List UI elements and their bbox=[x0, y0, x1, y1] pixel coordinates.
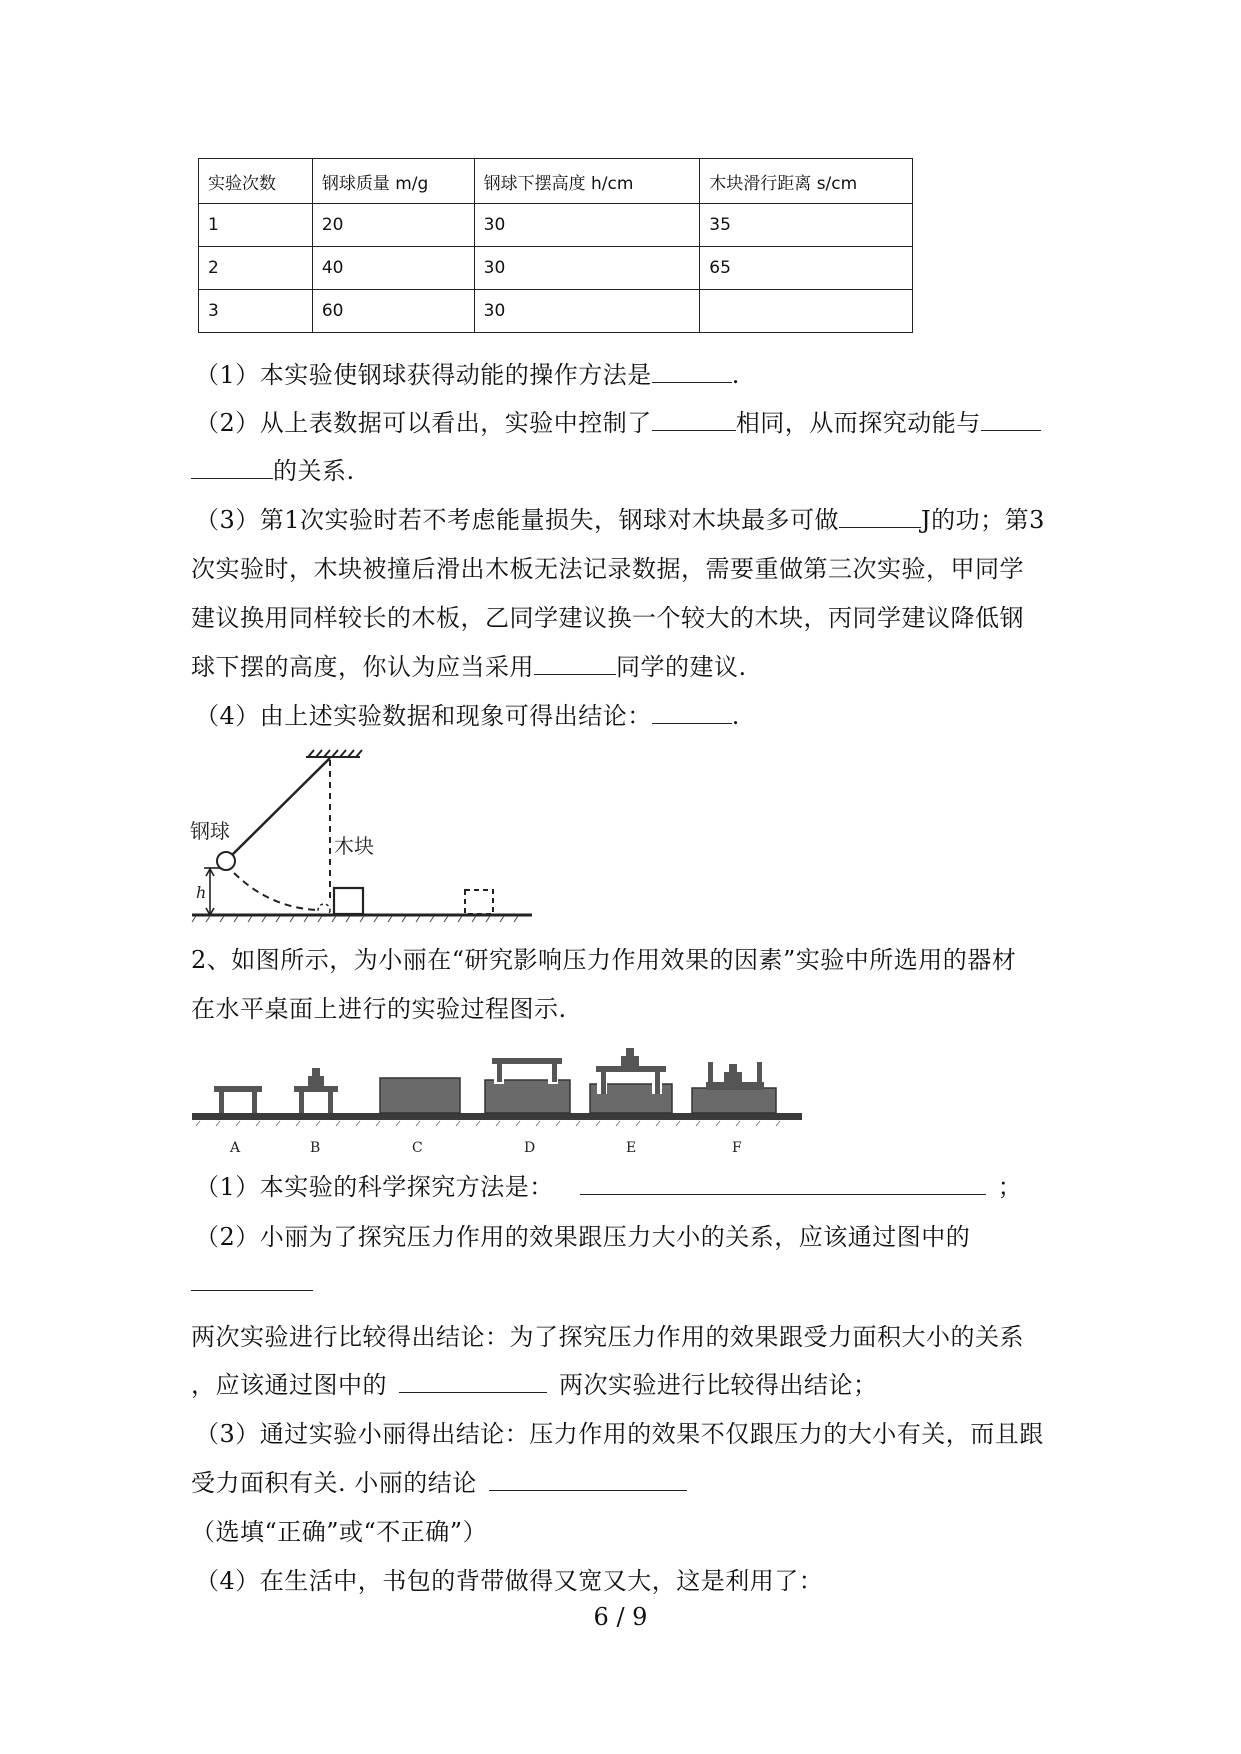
setup-label-a: A bbox=[230, 1140, 241, 1156]
wood-block-label: 木块 bbox=[334, 834, 374, 858]
ground-hatch bbox=[192, 916, 518, 922]
q2-part3-line2: 受力面积有关. 小丽的结论 bbox=[191, 1468, 687, 1498]
q2-part4: （4）在生活中，书包的背带做得又宽又大，这是利用了： bbox=[195, 1567, 824, 1595]
answer-blank[interactable] bbox=[580, 1172, 986, 1195]
q2-part2-line2: 两次实验进行比较得出结论：为了探究压力作用的效果跟受力面积大小的关系 bbox=[191, 1323, 1024, 1351]
setup-a-small-table bbox=[214, 1086, 262, 1113]
steel-ball-label: 钢球 bbox=[190, 819, 230, 843]
q2-part2-line3: ，应该通过图中的 两次实验进行比较得出结论； bbox=[191, 1371, 878, 1399]
table-surface bbox=[192, 1113, 802, 1120]
table-header-cell: 钢球质量 m/g bbox=[312, 159, 474, 204]
answer-blank[interactable] bbox=[489, 1468, 687, 1491]
table-cell: 65 bbox=[700, 247, 913, 290]
setup-label-c: C bbox=[412, 1140, 423, 1156]
answer-blank[interactable] bbox=[981, 408, 1041, 431]
table-surface-hatch bbox=[196, 1121, 780, 1126]
setup-label-f: F bbox=[732, 1140, 742, 1156]
q1-part3-line4: 球下摆的高度，你认为应当采用 同学的建议. bbox=[191, 653, 747, 681]
q2-intro-line2: 在水平桌面上进行的实验过程图示. bbox=[191, 995, 567, 1023]
q2-part1: （1）本实验的科学探究方法是： ； bbox=[195, 1173, 1023, 1201]
setup-label-b: B bbox=[310, 1140, 321, 1156]
q2-part2-blank-line bbox=[191, 1268, 313, 1298]
answer-blank[interactable] bbox=[839, 505, 921, 528]
q1-part3-line3: 建议换用同样较长的木板，乙同学建议换一个较大的木块，丙同学建议降低钢 bbox=[191, 604, 1024, 632]
wood-block bbox=[334, 888, 363, 914]
answer-blank[interactable] bbox=[652, 360, 732, 383]
setup-b-table-with-weight bbox=[294, 1068, 338, 1113]
q1-part2-cont: 的关系. bbox=[191, 456, 355, 486]
q2-part3-line1: （3）通过实验小丽得出结论：压力作用的效果不仅跟压力的大小有关，而且跟 bbox=[195, 1420, 1044, 1448]
answer-blank[interactable] bbox=[652, 701, 732, 724]
q2-intro-line1: 2、如图所示，为小丽在“研究影响压力作用效果的因素”实验中所选用的器材 bbox=[191, 946, 1017, 974]
table-cell bbox=[700, 290, 913, 333]
table-row bbox=[199, 247, 913, 290]
table-cell: 30 bbox=[474, 204, 700, 247]
setup-f-inverted-table-weight bbox=[692, 1062, 776, 1113]
height-marker bbox=[204, 868, 220, 915]
table-cell: 2 bbox=[199, 247, 313, 290]
table-header-cell: 钢球下摆高度 h/cm bbox=[474, 159, 700, 204]
table-cell: 3 bbox=[199, 290, 313, 333]
swing-path-dashed bbox=[234, 873, 318, 910]
height-label: h bbox=[196, 883, 207, 902]
experiment-data-table bbox=[198, 158, 913, 333]
setup-d-sponge-with-table bbox=[485, 1058, 570, 1113]
setup-label-d: D bbox=[524, 1140, 536, 1156]
setup-e-sponge-table-weight bbox=[590, 1048, 672, 1113]
answer-blank[interactable] bbox=[534, 652, 616, 675]
q1-part1: （1）本实验使钢球获得动能的操作方法是 . bbox=[195, 361, 740, 389]
pendulum-string bbox=[231, 758, 330, 856]
ceiling-hatch bbox=[306, 750, 362, 757]
answer-blank[interactable] bbox=[652, 408, 736, 431]
q2-part2: （2）小丽为了探究压力作用的效果跟压力大小的关系，应该通过图中的 bbox=[195, 1223, 971, 1251]
q1-part4: （4）由上述实验数据和现象可得出结论： . bbox=[195, 702, 740, 730]
table-cell: 40 bbox=[312, 247, 474, 290]
q1-part2: （2）从上表数据可以看出，实验中控制了 相同，从而探究动能与 bbox=[195, 408, 1041, 438]
table-header-cell: 木块滑行距离 s/cm bbox=[700, 159, 913, 204]
setup-c-sponge bbox=[380, 1078, 460, 1113]
q2-part3-line3: （选填“正确”或“不正确”） bbox=[191, 1518, 488, 1546]
table-header-cell: 实验次数 bbox=[199, 159, 313, 204]
table-row bbox=[199, 204, 913, 247]
wood-block-final-dashed bbox=[465, 890, 493, 914]
table-cell: 1 bbox=[199, 204, 313, 247]
answer-blank[interactable] bbox=[399, 1370, 547, 1393]
answer-blank[interactable] bbox=[191, 456, 273, 479]
page-number: 6 / 9 bbox=[593, 1603, 648, 1631]
pressure-experiment-figure bbox=[192, 1048, 804, 1160]
table-header-row bbox=[199, 159, 913, 204]
q1-part3-line2: 次实验时，木块被撞后滑出木板无法记录数据，需要重做第三次实验，甲同学 bbox=[191, 555, 1024, 583]
q1-part3-line1: （3）第1次实验时若不考虑能量损失，钢球对木块最多可做 J的功；第3 bbox=[195, 506, 1045, 534]
table-cell: 20 bbox=[312, 204, 474, 247]
answer-blank[interactable] bbox=[191, 1268, 313, 1291]
table-cell: 30 bbox=[474, 247, 700, 290]
table-cell: 30 bbox=[474, 290, 700, 333]
pendulum-figure bbox=[190, 748, 535, 923]
table-cell: 35 bbox=[700, 204, 913, 247]
table-cell: 60 bbox=[312, 290, 474, 333]
table-row bbox=[199, 290, 913, 333]
setup-label-e: E bbox=[626, 1140, 637, 1156]
